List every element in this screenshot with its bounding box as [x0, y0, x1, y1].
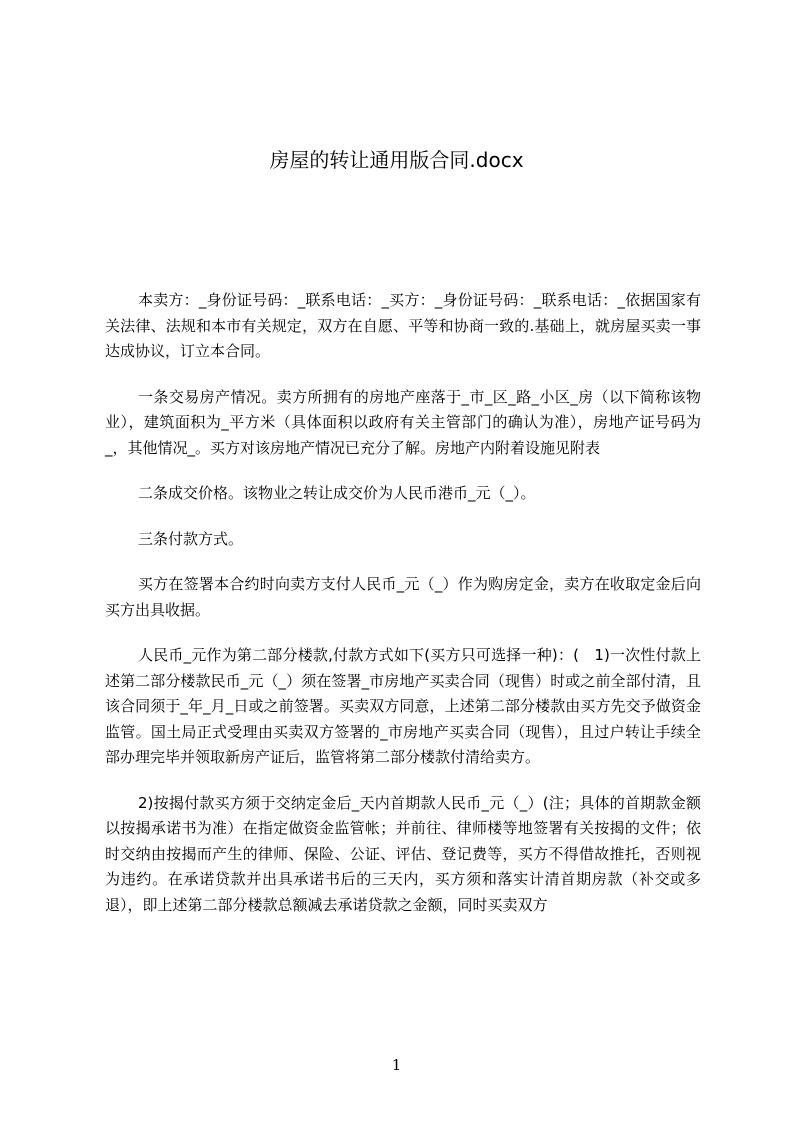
paragraph-mortgage-payment: 2)按揭付款买方须于交纳定金后_天内首期款人民币_元（_）(注；具体的首期款金额以按揭承诺书为准）在指定做资金监管帐；并前往、律师楼等地签署有关按揭的文件；依时交纳由按揭而产生的律师、保险、公证、评估、登记费等，买方不得借故推托，否则视为违约。在承诺贷款并出具承诺书后的三天内，买方须和落实计清首期房款（补交或多退），即上述第二部分楼款总额减去承诺贷款之金额，同时买卖双方 — [105, 793, 701, 914]
document-title: 房屋的转让通用版合同.docx — [269, 148, 524, 172]
document-body — [105, 288, 701, 938]
paragraph-second-payment: 人民币_元作为第二部分楼款,付款方式如下(买方只可选择一种)：( 1)一次性付款上述第二部分楼款民币_元（_）须在签署_市房地产买卖合同（现售）时或之前全部付清，且该合同须于_年_月_日或之前签署。买卖双方同意，上述第二部分楼款由买方先交予做资金监管。国土局正式受理由买卖双方签署的_市房地产买卖合同（现售），且过户转让手续全部办理完毕并领取新房产证后，监管将第二部分楼款付清给卖方。 — [105, 646, 701, 766]
paragraph-deposit: 买方在签署本合约时向卖方支付人民币_元（_）作为购房定金，卖方在收取定金后向买方出具收据。 — [105, 575, 701, 619]
page-number: 1 — [391, 1056, 402, 1074]
paragraph-parties: 本卖方：_身份证号码：_联系电话：_买方：_身份证号码：_联系电话：_依据国家有关法律、法规和本市有关规定，双方在自愿、平等和协商一致的.基础上，就房屋买卖一事达成协议，订立本合同。 — [105, 291, 701, 360]
paragraph-article-2: 二条成交价格。该物业之转让成交价为人民币港币_元（_）。 — [138, 484, 536, 502]
paragraph-article-3: 三条付款方式。 — [138, 529, 244, 548]
paragraph-article-1: 一条交易房产情况。卖方所拥有的房地产座落于_市_区_路_小区_房（以下简称该物业），建筑面积为_平方米（具体面积以政府有关主管部门的确认为准），房地产证号码为_，其他情况_。买方对该房地产情况已充分了解。房地产内附着设施见附表 — [105, 387, 701, 457]
